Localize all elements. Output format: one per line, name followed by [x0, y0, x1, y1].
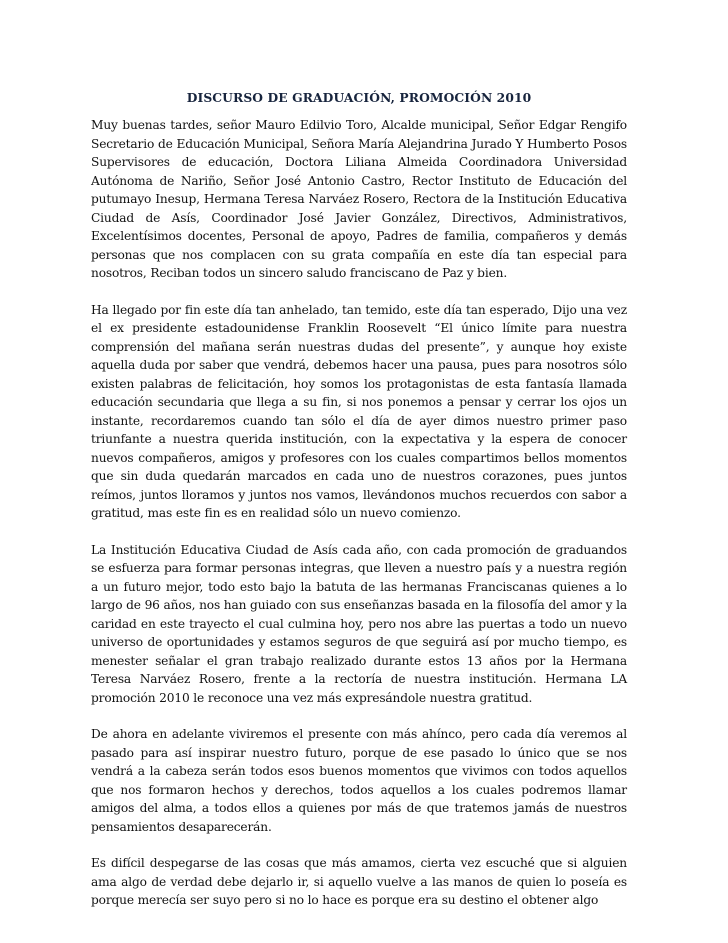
paragraph-greeting: Muy buenas tardes, señor Mauro Edilvio Toro, Alcalde municipal, Señor Edgar Rengifo Secretario de Educación Municipal, Señora María Alejandrina Jurado Y Humberto Posos Supervisores de educación, Doctora Liliana Almeida Coordinadora Universidad Autónoma de Nariño, Señor José Antonio Castro, Rector Instituto de Educación del putumayo Inesup, Hermana Teresa Narváez Rosero, Rectora de la Institución Educativa Ciudad de Asís, Coordinador José Javier González, Directivos, Administrativos, Excelentísimos docentes, Personal de apoyo, Padres de familia, compañeros y demás personas que nos complacen con su grata compañía en este día tan especial para nosotros, Reciban todos un sincero saludo franciscano de Paz y bien.: [91, 118, 627, 280]
paragraph-roosevelt: Ha llegado por fin este día tan anhelado, tan temido, este día tan esperado, Dijo una vez el ex presidente estadounidense Franklin Roosevelt “El único límite para nuestra comprensión del mañana serán nuestras dudas del presente”, y aunque hoy existe aquella duda por saber que vendrá, debemos hacer una pausa, pues para nosotros sólo existen palabras de felicitación, hoy somos los protagonistas de esta fantasía llamada educación secundaria que llega a su fin, si nos ponemos a pensar y cerrar los ojos un instante, recordaremos cuando tan sólo el día de ayer dimos nuestro primer paso triunfante a nuestra querida institución, con la expectativa y la espera de conocer nuevos compañeros, amigos y profesores con los cuales compartimos bellos momentos que sin duda quedarán marcados en cada uno de nuestros corazones, pues juntos reímos, juntos lloramos y juntos nos vamos, llevándonos muchos recuerdos con sabor a gratitud, mas este fin es en realidad sólo un nuevo comienzo.: [91, 302, 627, 520]
document-page: [91, 89, 627, 928]
paragraph-future: De ahora en adelante viviremos el presente con más ahínco, pero cada día veremos al pasado para así inspirar nuestro futuro, porque de ese pasado lo único que se nos vendrá a la cabeza serán todos esos buenos momentos que vivimos con todos aquellos que nos formaron hechos y derechos, todos aquellos a los cuales podremos llamar amigos del alma, a todos ellos a quienes por más de que tratemos jamás de nuestros pensamientos desaparecerán.: [91, 727, 627, 834]
paragraph-letting-go: Es difícil despegarse de las cosas que más amamos, cierta vez escuché que si alguien ama algo de verdad debe dejarlo ir, si aquello vuelve a las manos de quien lo poseía es porque merecía ser suyo pero si no lo hace es porque era su destino el obtener algo: [91, 856, 627, 907]
document-title: DISCURSO DE GRADUACIÓN, PROMOCIÓN 2010: [186, 90, 532, 105]
paragraph-institution: La Institución Educativa Ciudad de Asís cada año, con cada promoción de graduandos se esfuerza para formar personas integras, que lleven a nuestro país y a nuestra región a un futuro mejor, todo esto bajo la batuta de las hermanas Franciscanas quienes a lo largo de 96 años, nos han guiado con sus enseñanzas basada en la filosofía del amor y la caridad en este trayecto el cual culmina hoy, pero nos abre las puertas a todo un nuevo universo de oportunidades y estamos seguros de que seguirá así por mucho tiempo, es menester señalar el gran trabajo realizado durante estos 13 años por la Hermana Teresa Narváez Rosero, frente a la rectoría de nuestra institución. Hermana LA promoción 2010 le reconoce una vez más expresándole nuestra gratitud.: [91, 542, 627, 705]
